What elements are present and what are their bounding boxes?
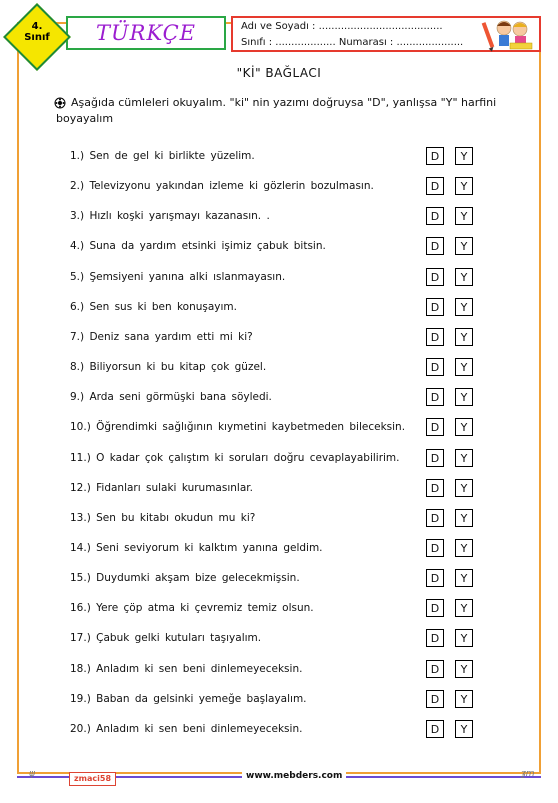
- question-row: [70, 418, 500, 438]
- answer-true-box[interactable]: D: [426, 177, 444, 195]
- answer-false-box[interactable]: Y: [455, 690, 473, 708]
- answer-true-box[interactable]: D: [426, 479, 444, 497]
- answer-true-box[interactable]: D: [426, 328, 444, 346]
- question-row: [70, 328, 500, 348]
- answer-true-box[interactable]: D: [426, 147, 444, 165]
- answer-false-box[interactable]: Y: [455, 479, 473, 497]
- answer-false-box[interactable]: Y: [455, 418, 473, 436]
- question-text: 19.) Baban da gelsinki yemeğe başlayalım.: [70, 692, 307, 705]
- question-row: [70, 509, 500, 529]
- question-row: [70, 660, 500, 680]
- grade-unit: Sınıf: [24, 32, 50, 43]
- kids-pencil-icon: [480, 16, 538, 52]
- answer-false-box[interactable]: Y: [455, 207, 473, 225]
- subject-box: [66, 16, 226, 50]
- subject-title: TÜRKÇE: [95, 21, 197, 45]
- answer-true-box[interactable]: D: [426, 599, 444, 617]
- answer-false-box[interactable]: Y: [455, 328, 473, 346]
- page-title: "Kİ" BAĞLACI: [236, 66, 322, 80]
- question-text: 15.) Duydumki akşam bize gelecekmişsin.: [70, 572, 300, 585]
- answer-true-box[interactable]: D: [426, 298, 444, 316]
- question-row: [70, 358, 500, 378]
- question-row: [70, 207, 500, 227]
- name-field[interactable]: Adı ve Soyadı : .......................................: [241, 21, 443, 32]
- answer-true-box[interactable]: D: [426, 207, 444, 225]
- question-text: 7.) Deniz sana yardım etti mi ki?: [70, 330, 253, 343]
- answer-false-box[interactable]: Y: [455, 629, 473, 647]
- footer-website-link[interactable]: www.mebders.com: [242, 771, 346, 781]
- question-text: 14.) Seni seviyorum ki kalktım yanına geldim.: [70, 541, 323, 554]
- answer-false-box[interactable]: Y: [455, 237, 473, 255]
- answer-false-box[interactable]: Y: [455, 660, 473, 678]
- grade-number: 4.: [31, 21, 43, 32]
- answer-true-box[interactable]: D: [426, 418, 444, 436]
- footer-left-mark: ψ: [29, 769, 35, 779]
- answer-false-box[interactable]: Y: [455, 509, 473, 527]
- question-row: [70, 569, 500, 589]
- question-row: [70, 177, 500, 197]
- question-text: 20.) Anladım ki sen beni dinlemeyeceksin.: [70, 722, 303, 735]
- answer-false-box[interactable]: Y: [455, 298, 473, 316]
- answer-false-box[interactable]: Y: [455, 177, 473, 195]
- answer-false-box[interactable]: Y: [455, 720, 473, 738]
- question-text: 17.) Çabuk gelki kutuları taşıyalım.: [70, 632, 262, 645]
- flower-bullet-icon: [54, 97, 66, 109]
- answer-true-box[interactable]: D: [426, 539, 444, 557]
- question-text: 11.) O kadar çok çalıştım ki soruları doğru cevaplayabilirim.: [70, 451, 400, 464]
- answer-true-box[interactable]: D: [426, 388, 444, 406]
- question-row: [70, 539, 500, 559]
- class-number-field[interactable]: Sınıfı : ................... Numarası : .....................: [241, 37, 464, 48]
- question-text: 1.) Sen de gel ki birlikte yüzelim.: [70, 150, 255, 162]
- answer-true-box[interactable]: D: [426, 690, 444, 708]
- footer-logo: zmaci58: [69, 772, 116, 786]
- answer-true-box[interactable]: D: [426, 509, 444, 527]
- answer-false-box[interactable]: Y: [455, 569, 473, 587]
- question-row: [70, 690, 500, 710]
- answer-true-box[interactable]: D: [426, 720, 444, 738]
- question-text: 9.) Arda seni görmüşki bana söyledi.: [70, 391, 272, 404]
- answer-true-box[interactable]: D: [426, 449, 444, 467]
- answer-false-box[interactable]: Y: [455, 268, 473, 286]
- question-text: 8.) Biliyorsun ki bu kitap çok güzel.: [70, 361, 267, 374]
- answer-false-box[interactable]: Y: [455, 539, 473, 557]
- instruction: [56, 95, 536, 127]
- question-row: [70, 388, 500, 408]
- instruction-text: Aşağıda cümleleri okuyalım. "ki" nin yazımı doğruysa "D", yanlışsa "Y" harfini boyayalım: [56, 96, 497, 125]
- question-row: [70, 599, 500, 619]
- question-row: [70, 268, 500, 288]
- question-row: [70, 449, 500, 469]
- answer-true-box[interactable]: D: [426, 629, 444, 647]
- grade-label: [13, 21, 61, 43]
- answer-true-box[interactable]: D: [426, 268, 444, 286]
- question-row: [70, 147, 500, 167]
- question-row: [70, 237, 500, 257]
- question-text: 10.) Öğrendimki sağlığının kıymetini kaybetmeden bileceksin.: [70, 421, 406, 434]
- question-text: 16.) Yere çöp atma ki çevremiz temiz olsun.: [70, 602, 314, 615]
- answer-false-box[interactable]: Y: [455, 388, 473, 406]
- question-row: [70, 720, 500, 740]
- question-text: 6.) Sen sus ki ben konuşayım.: [70, 300, 237, 313]
- answer-true-box[interactable]: D: [426, 569, 444, 587]
- answer-false-box[interactable]: Y: [455, 358, 473, 376]
- footer-right-mark: ƺm: [521, 769, 535, 779]
- answer-false-box[interactable]: Y: [455, 449, 473, 467]
- question-text: 12.) Fidanları sulaki kurumasınlar.: [70, 481, 253, 494]
- question-text: 5.) Şemsiyeni yanına alki ıslanmayasın.: [70, 270, 286, 283]
- answer-true-box[interactable]: D: [426, 358, 444, 376]
- footer: [17, 769, 541, 785]
- question-text: 18.) Anladım ki sen beni dinlemeyeceksin.: [70, 662, 303, 675]
- question-text: 13.) Sen bu kitabı okudun mu ki?: [70, 511, 256, 524]
- question-text: 2.) Televizyonu yakından izleme ki gözlerin bozulmasın.: [70, 180, 374, 193]
- question-row: [70, 629, 500, 649]
- answer-true-box[interactable]: D: [426, 660, 444, 678]
- answer-false-box[interactable]: Y: [455, 147, 473, 165]
- answer-false-box[interactable]: Y: [455, 599, 473, 617]
- question-row: [70, 479, 500, 499]
- question-text: 4.) Suna da yardım etsinki işimiz çabuk bitsin.: [70, 240, 326, 253]
- question-row: [70, 298, 500, 318]
- answer-true-box[interactable]: D: [426, 237, 444, 255]
- question-text: 3.) Hızlı koşki yarışmayı kazanasın. .: [70, 210, 270, 223]
